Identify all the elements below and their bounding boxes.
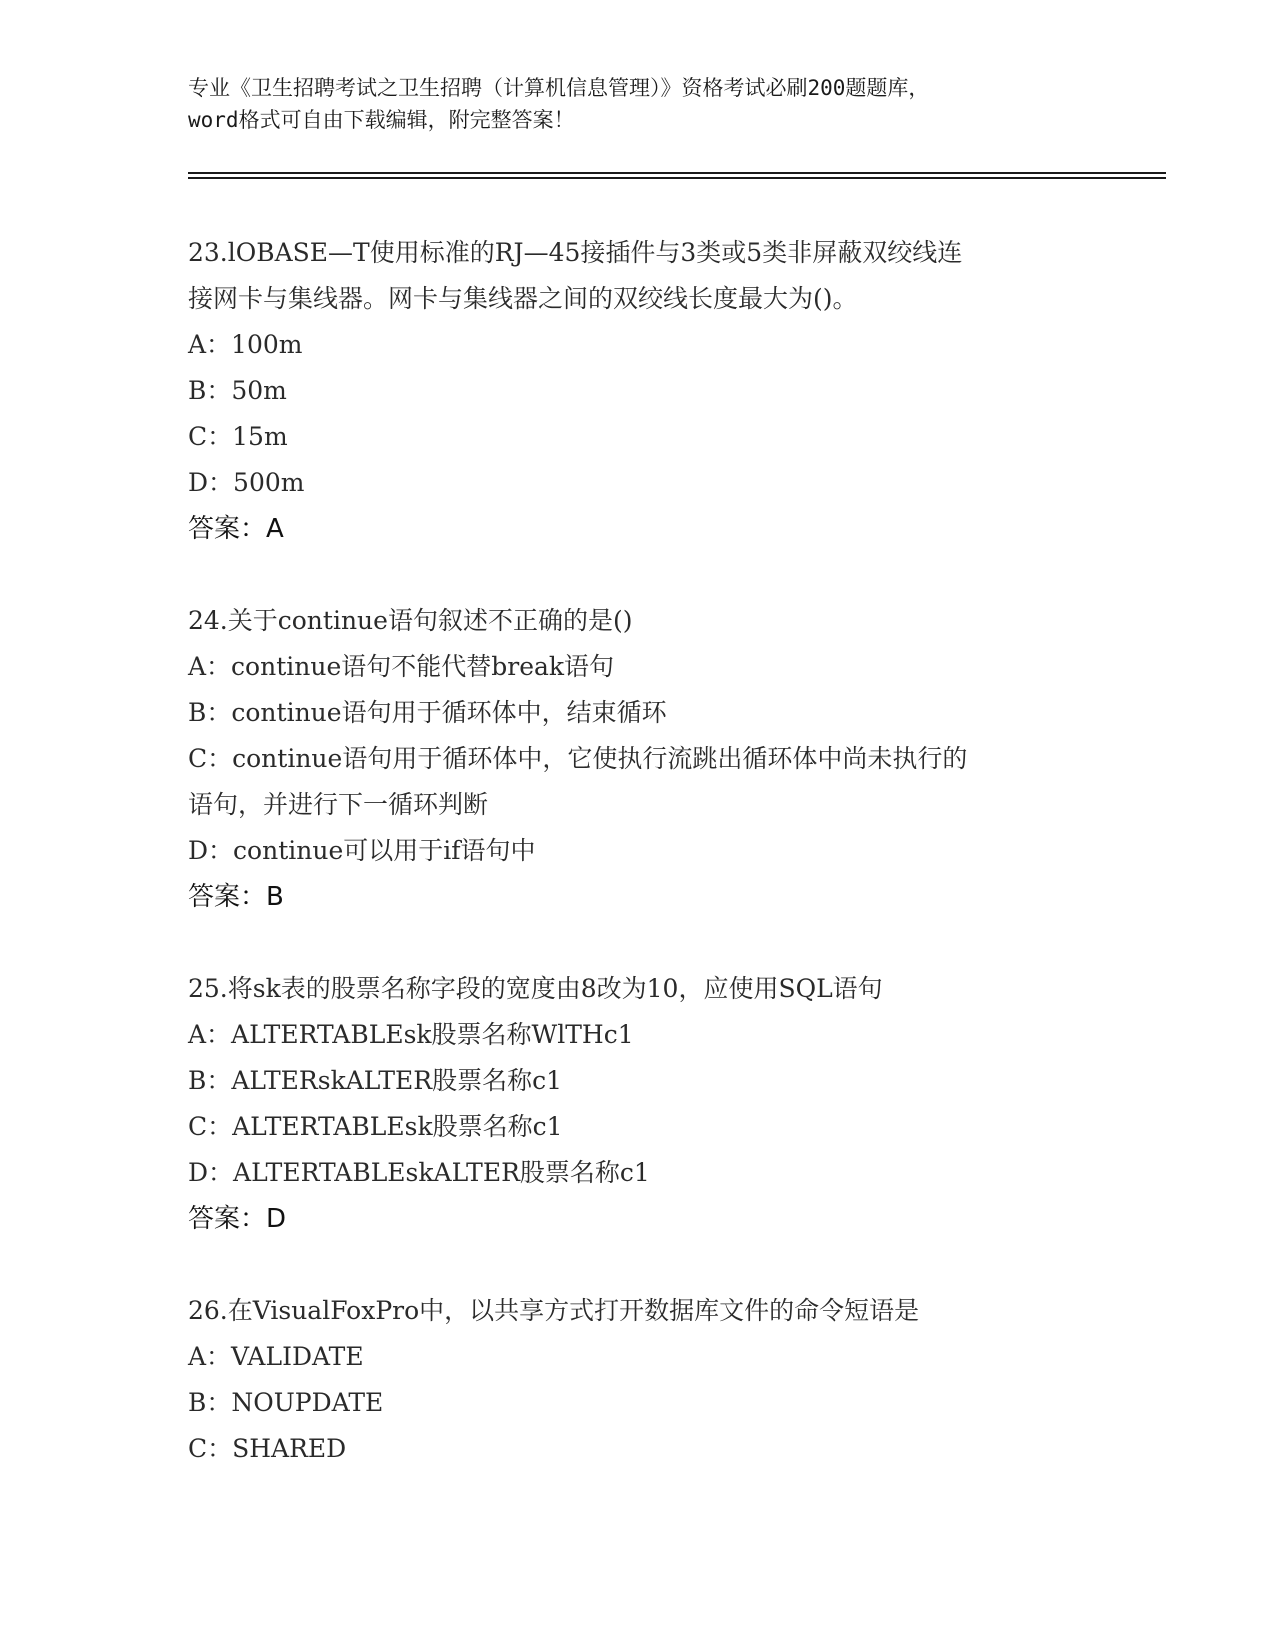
question-text: 24.关于continue语句叙述不正确的是() xyxy=(188,606,633,635)
question-text: 接网卡与集线器。网卡与集线器之间的双绞线长度最大为()。 xyxy=(188,284,858,313)
option-a: A：100m xyxy=(188,330,303,359)
option-c: C：SHARED xyxy=(188,1434,347,1463)
document-header xyxy=(188,72,1088,136)
option-d: D：continue可以用于if语句中 xyxy=(188,836,536,865)
option-a: A：continue语句不能代替break语句 xyxy=(188,652,615,681)
question-text: 23.lOBASE—T使用标准的RJ—45接插件与3类或5类非屏蔽双绞线连 xyxy=(188,238,963,267)
option-a: A：ALTERTABLEsk股票名称WlTHc1 xyxy=(188,1020,634,1049)
option-a: A：VALIDATE xyxy=(188,1342,364,1371)
header-line-2: word格式可自由下载编辑，附完整答案！ xyxy=(188,108,575,132)
option-c: C：ALTERTABLEsk股票名称c1 xyxy=(188,1112,563,1141)
question-26 xyxy=(188,1288,1108,1472)
option-c: C：15m xyxy=(188,422,288,451)
question-23 xyxy=(188,230,1108,552)
answer: 答案：B xyxy=(188,882,284,912)
header-divider-bottom xyxy=(188,177,1166,179)
question-list xyxy=(188,230,1108,1518)
option-b: B：continue语句用于循环体中，结束循环 xyxy=(188,698,667,727)
header-divider-top xyxy=(188,172,1166,174)
question-text: 25.将sk表的股票名称字段的宽度由8改为10，应使用SQL语句 xyxy=(188,974,883,1003)
option-b: B：50m xyxy=(188,376,287,405)
question-25 xyxy=(188,966,1108,1242)
option-b: B：ALTERskALTER股票名称c1 xyxy=(188,1066,562,1095)
answer: 答案：A xyxy=(188,514,284,544)
option-d: D：ALTERTABLEskALTER股票名称c1 xyxy=(188,1158,650,1187)
answer: 答案：D xyxy=(188,1204,287,1234)
option-c-continued: 语句，并进行下一循环判断 xyxy=(188,790,489,819)
question-text: 26.在VisualFoxPro中，以共享方式打开数据库文件的命令短语是 xyxy=(188,1296,920,1325)
question-24 xyxy=(188,598,1108,920)
option-d: D：500m xyxy=(188,468,305,497)
header-line-1: 专业《卫生招聘考试之卫生招聘（计算机信息管理）》资格考试必刷200题题库， xyxy=(188,76,930,100)
option-b: B：NOUPDATE xyxy=(188,1388,384,1417)
option-c: C：continue语句用于循环体中，它使执行流跳出循环体中尚未执行的 xyxy=(188,744,968,773)
